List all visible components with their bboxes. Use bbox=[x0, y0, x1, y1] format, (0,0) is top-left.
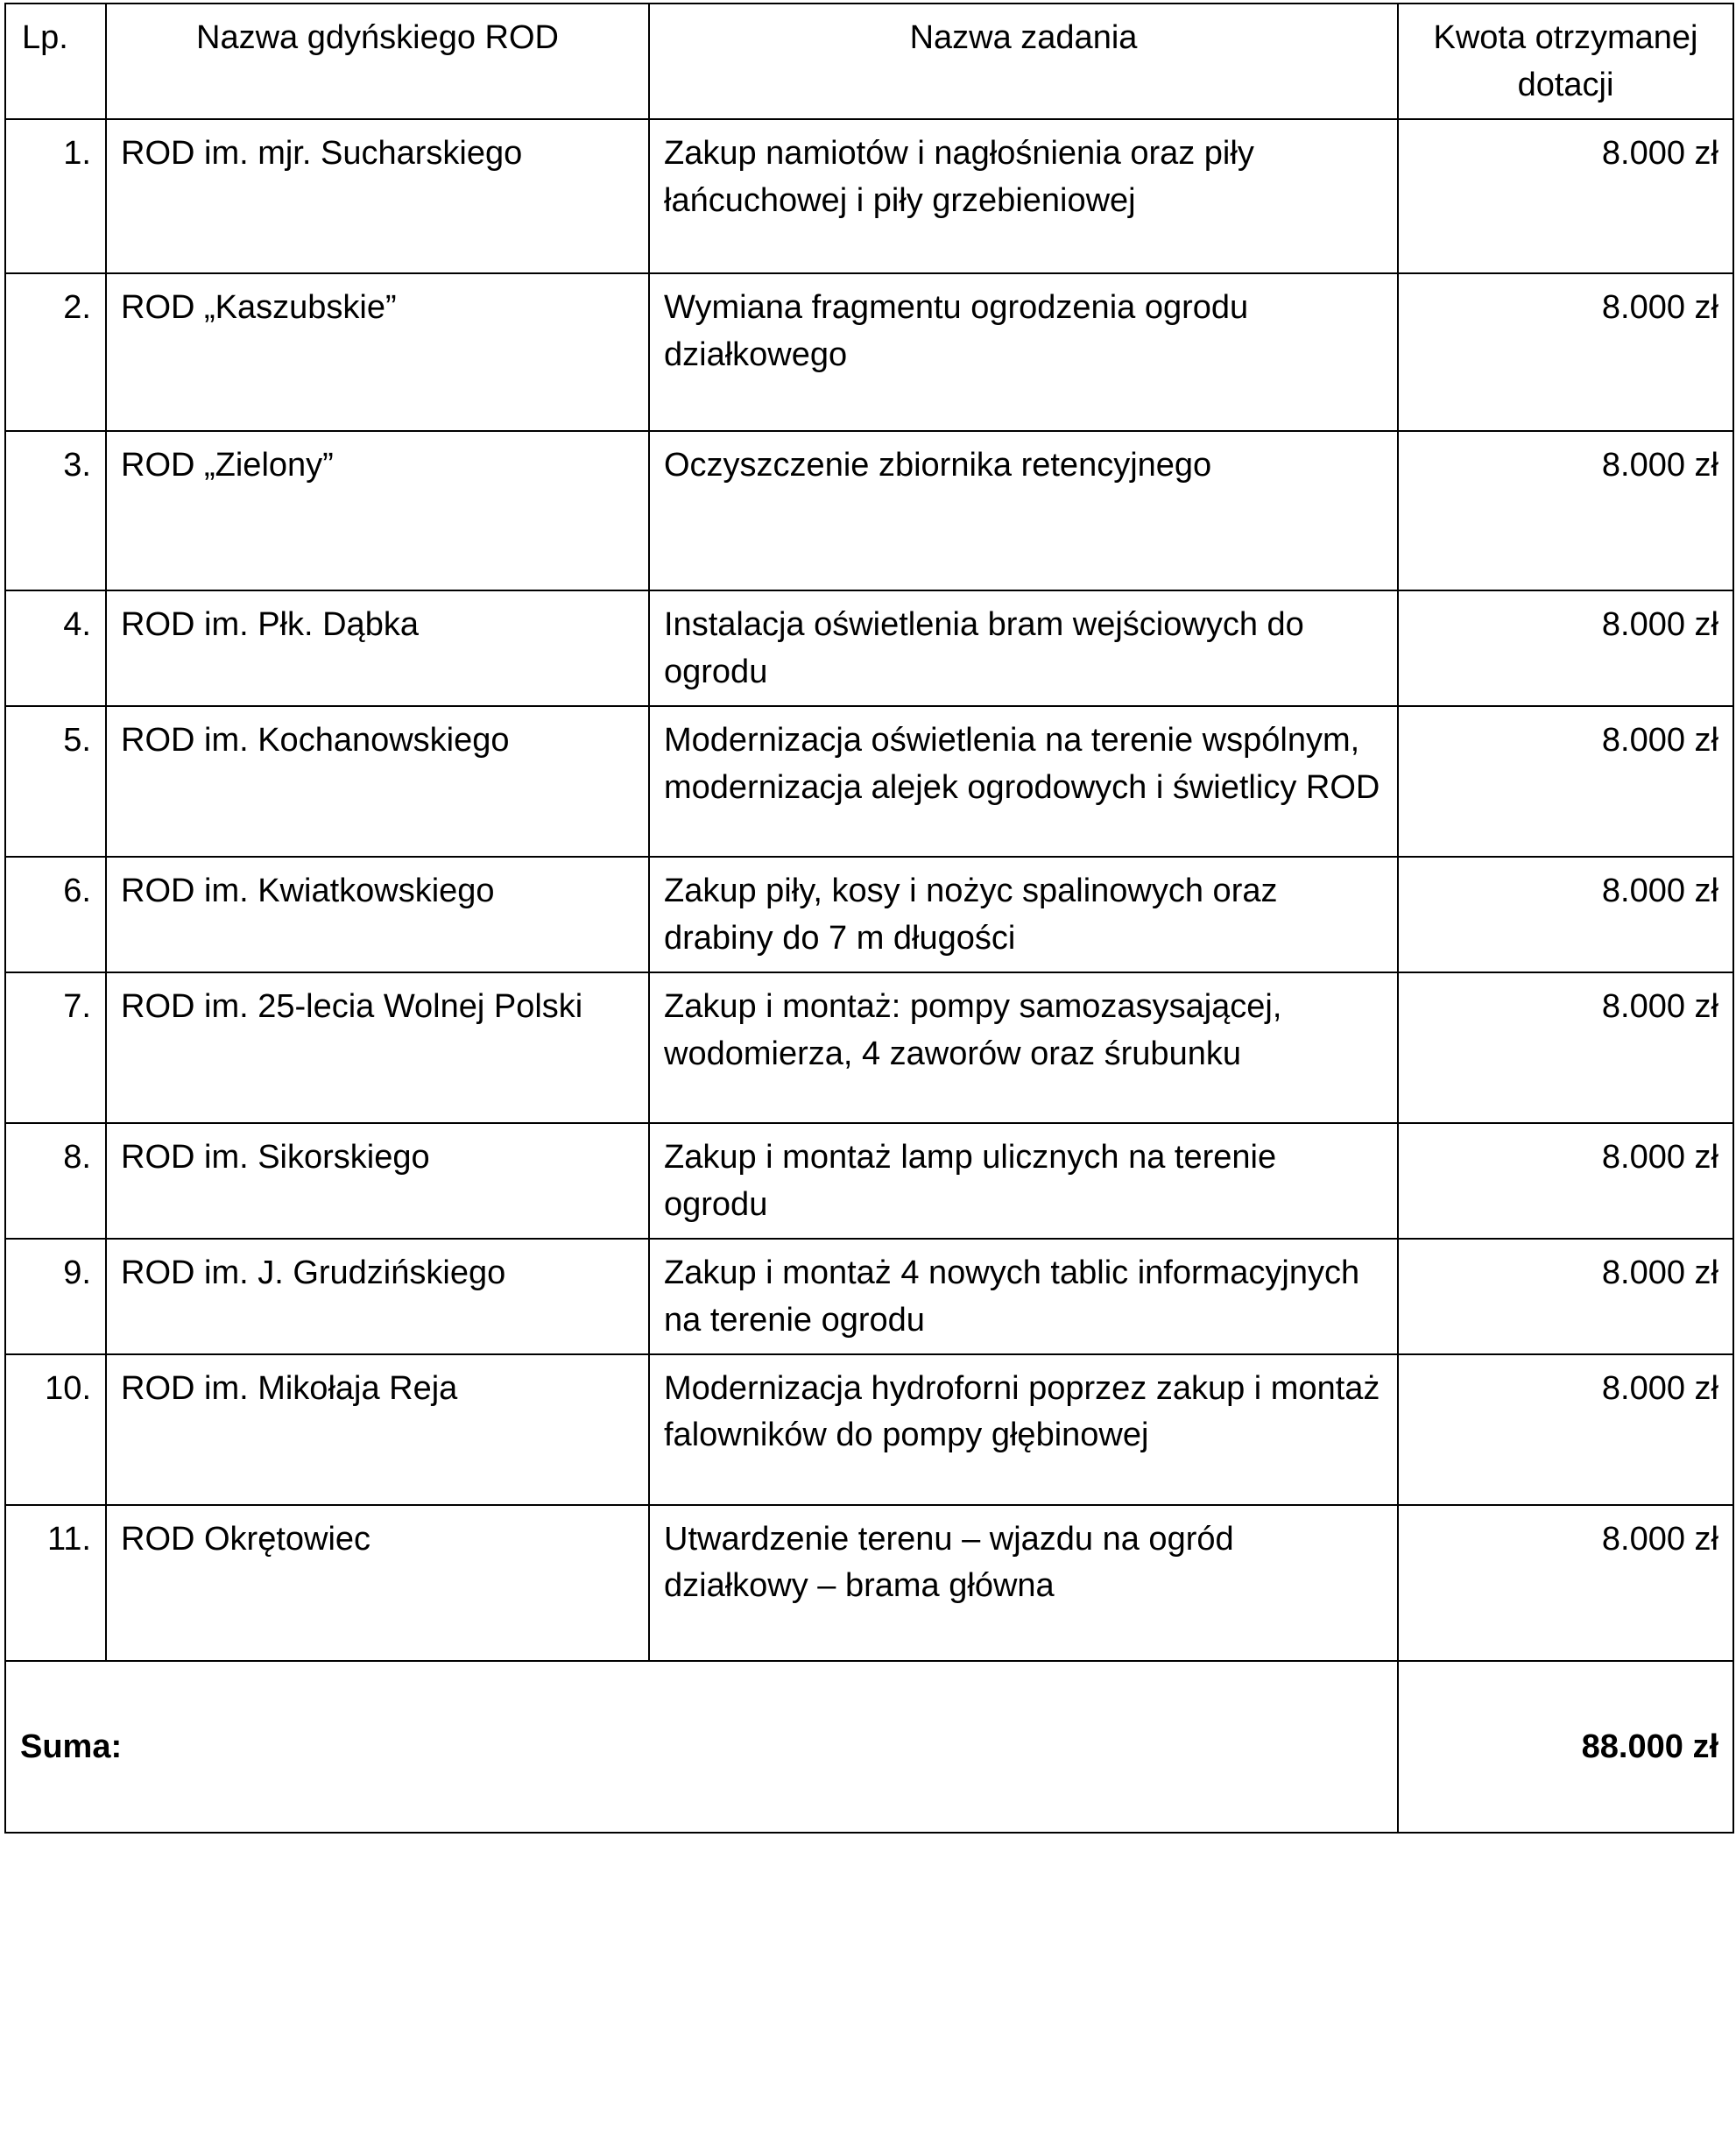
amount-cell: 8.000 zł bbox=[1398, 431, 1733, 590]
table-row bbox=[5, 431, 1733, 590]
row-index-cell: 5. bbox=[5, 706, 106, 857]
table-header bbox=[5, 4, 1733, 119]
table-row bbox=[5, 119, 1733, 273]
total-amount-cell: 88.000 zł bbox=[1398, 1661, 1733, 1833]
row-index-cell: 3. bbox=[5, 431, 106, 590]
task-name-cell: Utwardzenie terenu – wjazdu na ogród działkowy – brama główna bbox=[649, 1505, 1398, 1661]
row-index-cell: 9. bbox=[5, 1239, 106, 1354]
task-name-cell: Modernizacja hydroforni poprzez zakup i montaż falowników do pompy głębinowej bbox=[649, 1354, 1398, 1505]
table-row bbox=[5, 972, 1733, 1123]
amount-cell: 8.000 zł bbox=[1398, 119, 1733, 273]
rod-name-cell: ROD im. Sikorskiego bbox=[106, 1123, 649, 1239]
column-header-task: Nazwa zadania bbox=[649, 4, 1398, 119]
amount-cell: 8.000 zł bbox=[1398, 1505, 1733, 1661]
task-name-cell: Oczyszczenie zbiornika retencyjnego bbox=[649, 431, 1398, 590]
task-name-cell: Instalacja oświetlenia bram wejściowych do ogrodu bbox=[649, 590, 1398, 706]
amount-cell: 8.000 zł bbox=[1398, 706, 1733, 857]
table-row bbox=[5, 1239, 1733, 1354]
table-row bbox=[5, 857, 1733, 972]
table-row bbox=[5, 706, 1733, 857]
task-name-cell: Zakup i montaż 4 nowych tablic informacyjnych na terenie ogrodu bbox=[649, 1239, 1398, 1354]
table-header-row bbox=[5, 4, 1733, 119]
rod-name-cell: ROD im. mjr. Sucharskiego bbox=[106, 119, 649, 273]
row-index-cell: 11. bbox=[5, 1505, 106, 1661]
rod-name-cell: ROD im. Kochanowskiego bbox=[106, 706, 649, 857]
row-index-cell: 2. bbox=[5, 273, 106, 431]
table-body bbox=[5, 119, 1733, 1833]
rod-name-cell: ROD im. J. Grudzińskiego bbox=[106, 1239, 649, 1354]
table-row bbox=[5, 590, 1733, 706]
rod-name-cell: ROD „Zielony” bbox=[106, 431, 649, 590]
row-index-cell: 4. bbox=[5, 590, 106, 706]
column-header-lp: Lp. bbox=[5, 4, 106, 119]
rod-name-cell: ROD im. 25-lecia Wolnej Polski bbox=[106, 972, 649, 1123]
amount-cell: 8.000 zł bbox=[1398, 1239, 1733, 1354]
column-header-name: Nazwa gdyńskiego ROD bbox=[106, 4, 649, 119]
total-label-cell: Suma: bbox=[5, 1661, 1398, 1833]
grant-allocation-table bbox=[4, 3, 1734, 1834]
table-total-row bbox=[5, 1661, 1733, 1833]
task-name-cell: Wymiana fragmentu ogrodzenia ogrodu działkowego bbox=[649, 273, 1398, 431]
table-row bbox=[5, 1505, 1733, 1661]
rod-name-cell: ROD im. Mikołaja Reja bbox=[106, 1354, 649, 1505]
table-row bbox=[5, 1123, 1733, 1239]
row-index-cell: 8. bbox=[5, 1123, 106, 1239]
row-index-cell: 7. bbox=[5, 972, 106, 1123]
amount-cell: 8.000 zł bbox=[1398, 972, 1733, 1123]
rod-name-cell: ROD Okrętowiec bbox=[106, 1505, 649, 1661]
amount-cell: 8.000 zł bbox=[1398, 273, 1733, 431]
task-name-cell: Zakup i montaż lamp ulicznych na terenie ogrodu bbox=[649, 1123, 1398, 1239]
amount-cell: 8.000 zł bbox=[1398, 857, 1733, 972]
row-index-cell: 1. bbox=[5, 119, 106, 273]
row-index-cell: 10. bbox=[5, 1354, 106, 1505]
table-row bbox=[5, 1354, 1733, 1505]
task-name-cell: Zakup piły, kosy i nożyc spalinowych oraz drabiny do 7 m długości bbox=[649, 857, 1398, 972]
amount-cell: 8.000 zł bbox=[1398, 590, 1733, 706]
column-header-amount: Kwota otrzymanej dotacji bbox=[1398, 4, 1733, 119]
rod-name-cell: ROD im. Płk. Dąbka bbox=[106, 590, 649, 706]
amount-cell: 8.000 zł bbox=[1398, 1354, 1733, 1505]
task-name-cell: Zakup i montaż: pompy samozasysającej, wodomierza, 4 zaworów oraz śrubunku bbox=[649, 972, 1398, 1123]
table-row bbox=[5, 273, 1733, 431]
rod-name-cell: ROD im. Kwiatkowskiego bbox=[106, 857, 649, 972]
task-name-cell: Modernizacja oświetlenia na terenie wspólnym, modernizacja alejek ogrodowych i świetlicy ROD bbox=[649, 706, 1398, 857]
row-index-cell: 6. bbox=[5, 857, 106, 972]
rod-name-cell: ROD „Kaszubskie” bbox=[106, 273, 649, 431]
task-name-cell: Zakup namiotów i nagłośnienia oraz piły łańcuchowej i piły grzebieniowej bbox=[649, 119, 1398, 273]
amount-cell: 8.000 zł bbox=[1398, 1123, 1733, 1239]
